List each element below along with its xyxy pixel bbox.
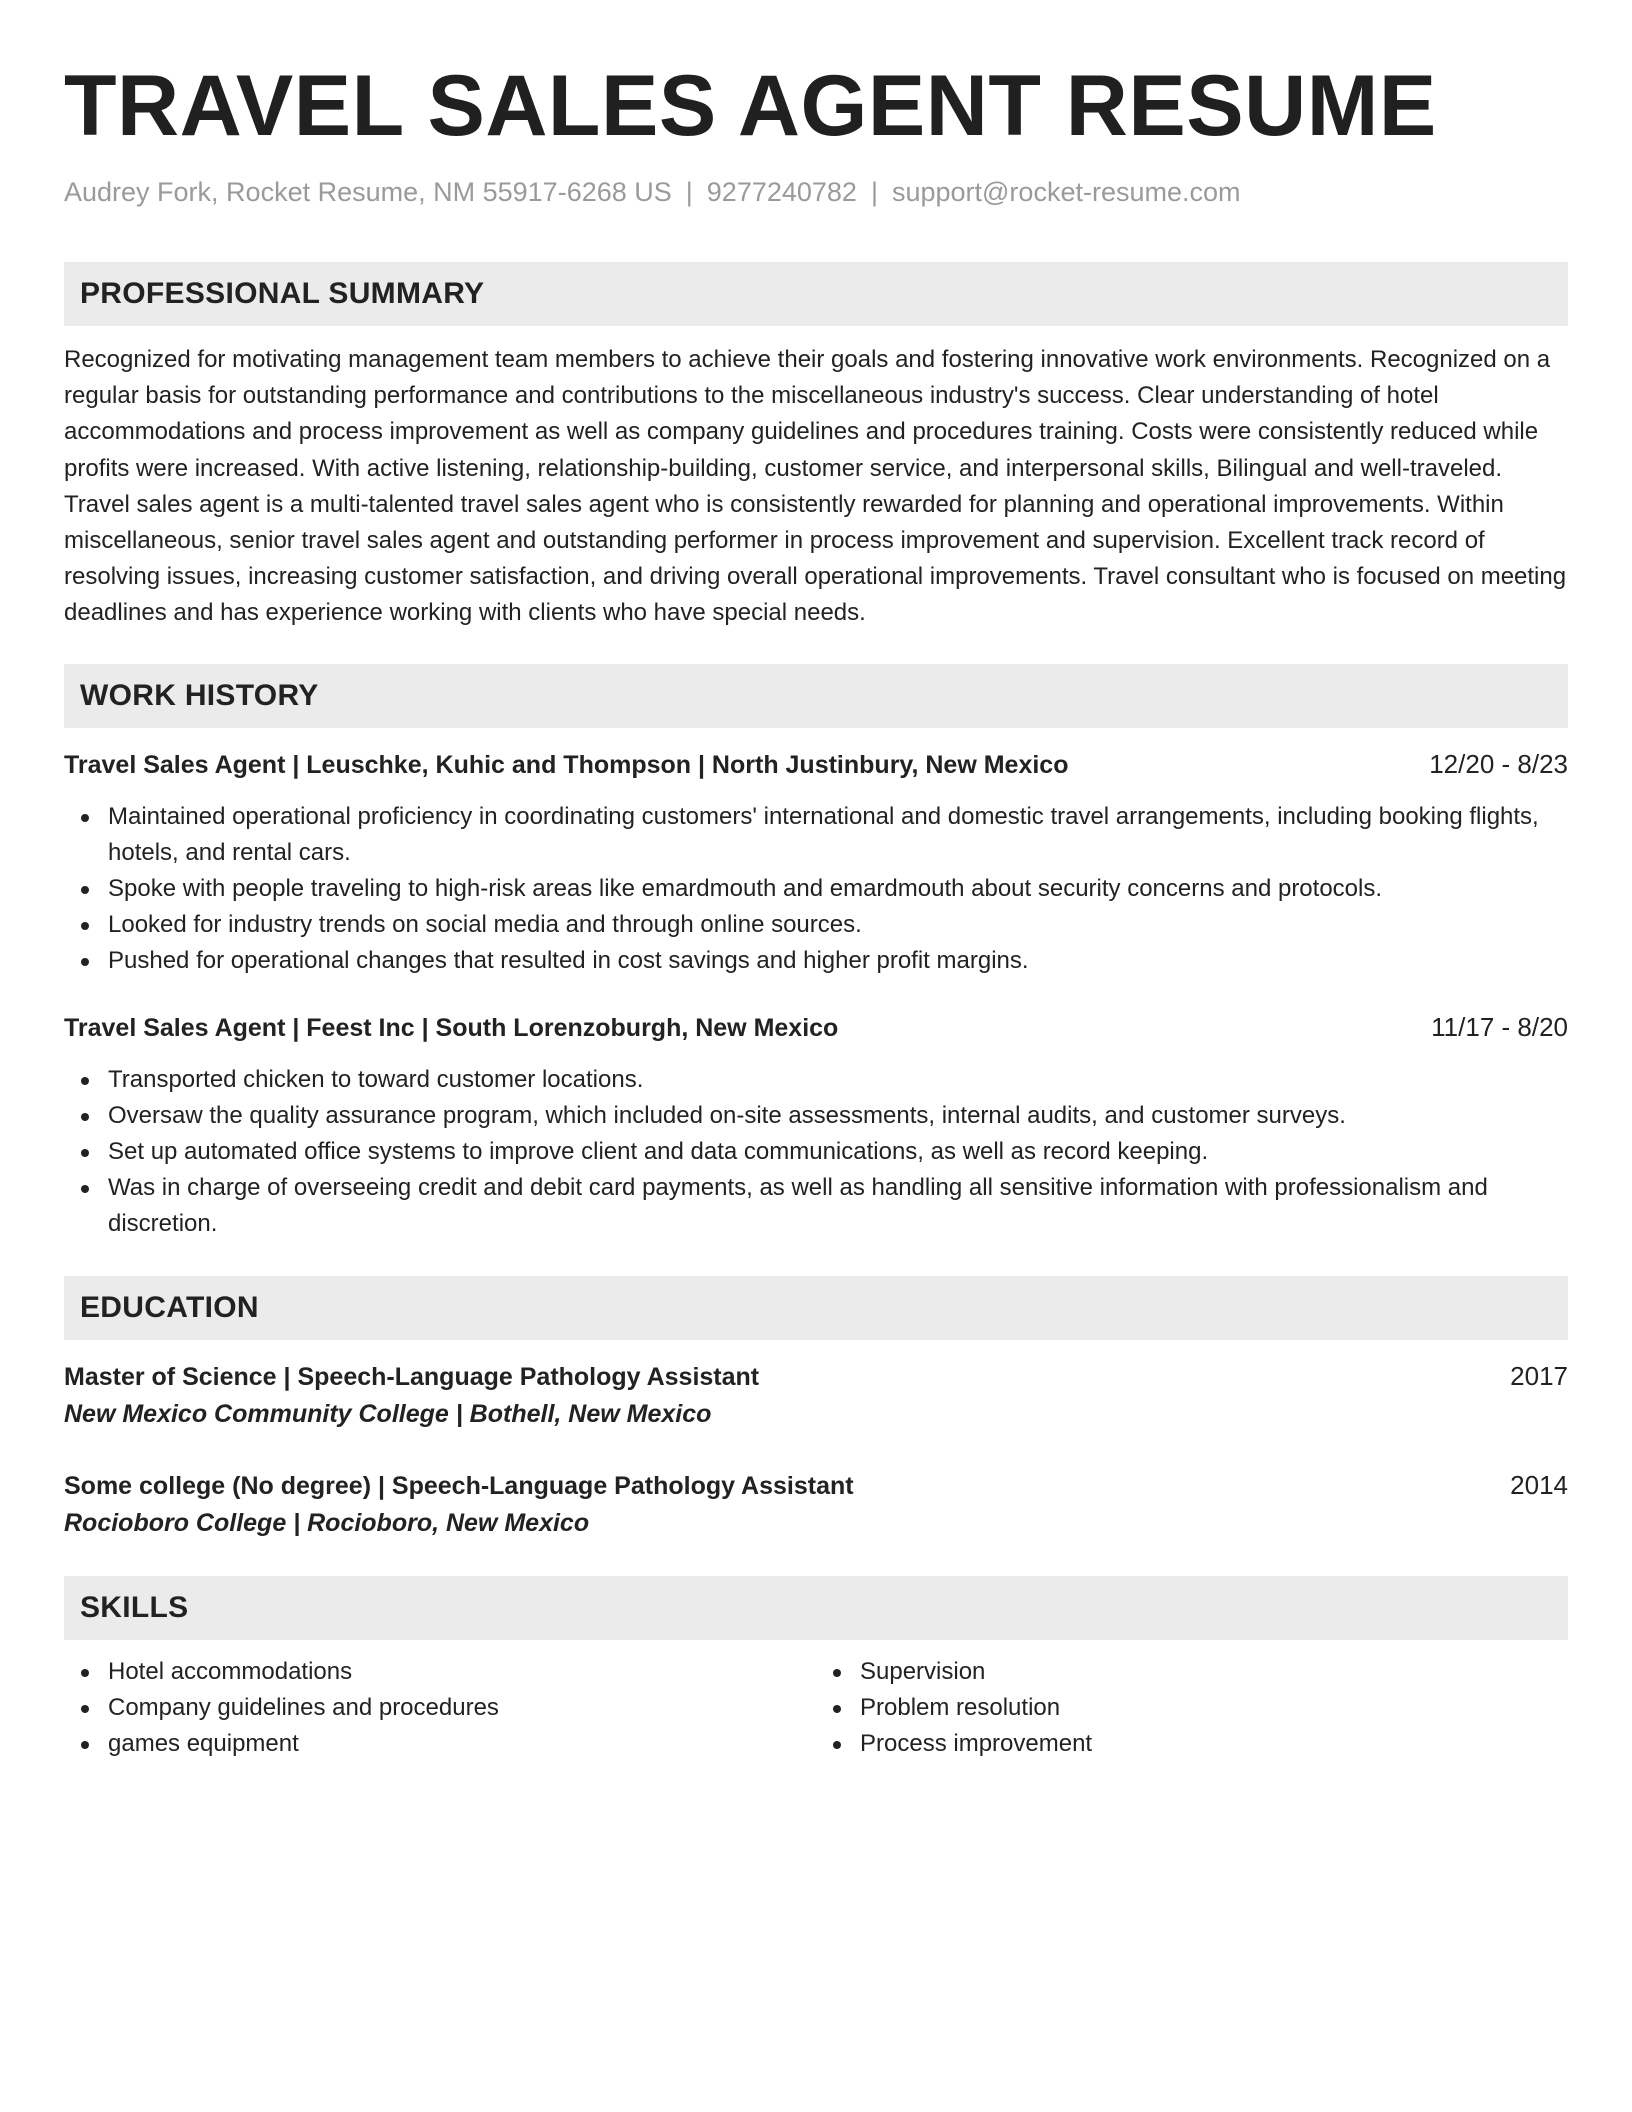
contact-address: Audrey Fork, Rocket Resume, NM 55917-6268 US (64, 177, 672, 207)
education-degree: Master of Science | Speech-Language Pathology Assistant (64, 1362, 760, 1391)
education-school: New Mexico Community College | Bothell, New Mexico (64, 1399, 712, 1428)
job-duties (64, 1062, 1568, 1242)
job-duty-item: Was in charge of overseeing credit and debit card payments, as well as handling all sensitive information with professionalism and discretion. (108, 1170, 1568, 1242)
section-header-education: EDUCATION (64, 1276, 1568, 1340)
job-title: Travel Sales Agent | Feest Inc | South Lorenzoburgh, New Mexico (64, 1013, 839, 1042)
skill-item: Hotel accommodations (108, 1654, 816, 1690)
education-degree: Some college (No degree) | Speech-Language Pathology Assistant (64, 1471, 854, 1500)
resume-title: TRAVEL SALES AGENT RESUME (64, 58, 1437, 154)
contact-email: support@rocket-resume.com (891, 177, 1241, 207)
skill-item: Problem resolution (860, 1690, 1568, 1726)
job-entry (64, 1009, 1568, 1242)
skill-item: Company guidelines and procedures (108, 1690, 816, 1726)
education-entry (64, 1358, 1568, 1433)
contact-line (64, 174, 1568, 210)
job-duty-item: Transported chicken to toward customer locations. (108, 1062, 1568, 1098)
education-entry (64, 1467, 1568, 1542)
job-duty-item: Pushed for operational changes that resulted in cost savings and higher profit margins. (108, 943, 1568, 979)
job-duties (64, 799, 1568, 979)
education-year: 2014 (1510, 1469, 1568, 1500)
contact-separator: | (685, 177, 693, 207)
skill-item: Supervision (860, 1654, 1568, 1690)
job-entry (64, 746, 1568, 979)
education-year: 2017 (1510, 1360, 1568, 1391)
job-duty-item: Oversaw the quality assurance program, which included on-site assessments, internal audits, and customer surveys. (108, 1098, 1568, 1134)
contact-phone: 9277240782 (706, 177, 857, 207)
section-header-work-history: WORK HISTORY (64, 664, 1568, 728)
job-title: Travel Sales Agent | Leuschke, Kuhic and Thompson | North Justinbury, New Mexico (64, 750, 1069, 779)
job-duty-item: Spoke with people traveling to high-risk areas like emardmouth and emardmouth about security concerns and protocols. (108, 871, 1568, 907)
contact-separator: | (870, 177, 878, 207)
job-dates: 11/17 - 8/20 (1431, 1011, 1568, 1042)
skills-column-right (816, 1654, 1568, 1762)
skill-item: Process improvement (860, 1726, 1568, 1762)
summary-text: Recognized for motivating management team members to achieve their goals and fostering innovative work environments. Recognized on a regular basis for outstanding performance and contributions to the miscellaneous industry's success. Clear understanding of hotel accommodations and process improvement as well as company guidelines and procedures training. Costs were consistently reduced while profits were increased. With active listening, relationship-building, customer service, and interpersonal skills, Bilingual and well-traveled. Travel sales agent is a multi-talented travel sales agent who is consistently rewarded for planning and operational improvements. Within miscellaneous, senior travel sales agent and outstanding performer in process improvement and supervision. Excellent track record of resolving issues, increasing customer satisfaction, and driving overall operational improvements. Travel consultant who is focused on meeting deadlines and has experience working with clients who have special needs. (64, 346, 1567, 627)
job-dates: 12/20 - 8/23 (1429, 748, 1568, 779)
section-header-skills: SKILLS (64, 1576, 1568, 1640)
job-duty-item: Set up automated office systems to improve client and data communications, as well as record keeping. (108, 1134, 1568, 1170)
skills-column-left (64, 1654, 816, 1762)
job-duty-item: Looked for industry trends on social media and through online sources. (108, 907, 1568, 943)
section-header-summary: PROFESSIONAL SUMMARY (64, 262, 1568, 326)
job-duty-item: Maintained operational proficiency in coordinating customers' international and domestic travel arrangements, including booking flights, hotels, and rental cars. (108, 799, 1568, 871)
skill-item: games equipment (108, 1726, 816, 1762)
education-school: Rocioboro College | Rocioboro, New Mexico (64, 1508, 590, 1537)
skills-list (64, 1654, 1568, 1762)
